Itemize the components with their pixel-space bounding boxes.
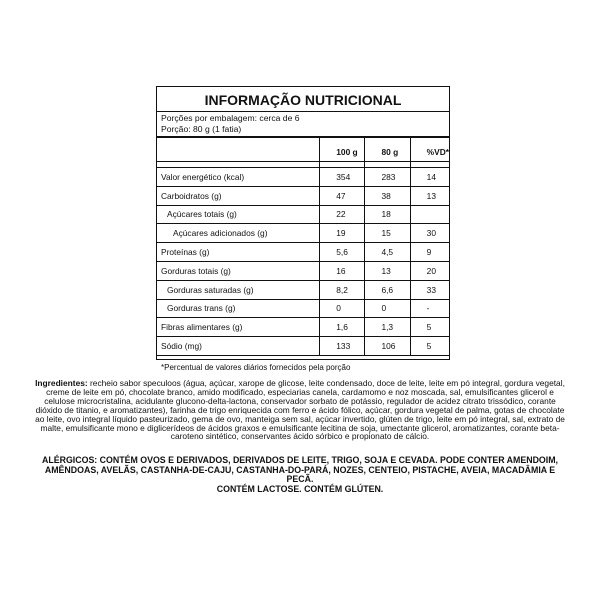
table-row	[157, 337, 449, 356]
ingredients-label: Ingredientes:	[35, 378, 88, 388]
value-100g: 8,2	[320, 280, 365, 299]
nutrient-name: Gorduras trans (g)	[157, 299, 320, 318]
value-100g: 354	[320, 168, 365, 187]
servings-per-package: Porções por embalagem: cerca de 6	[161, 113, 300, 123]
serving-size: Porção: 80 g (1 fatia)	[157, 124, 449, 137]
ingredients-list: recheio sabor speculoos (água, açúcar, xarope de glicose, leite condensado, doce de leite, leite em pó integral, gordura vegetal, creme de leite em pó, chocolate branco, amido modificado, especiarias canela, cardamomo e noz moscada, sal, emulsificantes glicerol e celulose microcristalina, acidulante glucono-delta-lactona, conservador sorbato de potássio, regulador de acidez citrato trissódico, corante dióxido de titanio, e aromatizantes), farinha de trigo enriquecida com ferro e ácido fólico, açúcar, gordura vegetal de palma, gotas de chocolate ao leite, ovo integral líquido pasteurizado, gema de ovo, manteiga sem sal, açúcar invertido, glúten de trigo, leite em pó integral, sal, extrato de malte, emulsificante mono e diglicerídeos de ácidos graxos e emulsificante lecitina de soja, umectante glicerol, aromatizantes, corante beta-caroteno sintético, conservantes ácido sórbico e propionato de cálcio.	[35, 378, 565, 442]
table-row	[157, 280, 449, 299]
lactose-gluten-statement: CONTÉM LACTOSE. CONTÉM GLÚTEN.	[216, 483, 384, 494]
value-vd: 13	[410, 186, 449, 205]
nutrient-name: Proteínas (g)	[157, 243, 320, 262]
value-80g: 0	[365, 299, 410, 318]
daily-value-footnote: *Percentual de valores diários fornecidos pela porção	[161, 362, 351, 372]
table-header-row	[157, 143, 449, 162]
value-vd: 30	[410, 224, 449, 243]
value-80g: 6,6	[365, 280, 410, 299]
value-80g: 4,5	[365, 243, 410, 262]
nutrient-name: Gorduras totais (g)	[157, 261, 320, 280]
header-vd: %VD*	[410, 143, 449, 162]
value-100g: 133	[320, 337, 365, 356]
header-100g: 100 g	[320, 143, 365, 162]
value-vd: 33	[410, 280, 449, 299]
value-vd	[410, 205, 449, 224]
allergens-statement: ALÉRGICOS: CONTÉM OVOS E DERIVADOS, DERIVADOS DE LEITE, TRIGO, SOJA E CEVADA. PODE CONTER AMENDOIM, AMÊNDOAS, AVELÃS, CASTANHA-DE-CAJU, CASTANHA-DO-PARÁ, NOZES, CENTEIO, PISTACHE, AVEIA, MACADÂMIA E PECÃ.	[42, 455, 558, 485]
nutrient-name: Sódio (mg)	[157, 337, 320, 356]
nutrient-name: Gorduras saturadas (g)	[157, 280, 320, 299]
table-row	[157, 168, 449, 187]
value-vd: 9	[410, 243, 449, 262]
table-row	[157, 186, 449, 205]
value-100g: 5,6	[320, 243, 365, 262]
value-vd: 5	[410, 337, 449, 356]
table-row	[157, 261, 449, 280]
value-vd: 20	[410, 261, 449, 280]
nutrient-name: Açúcares adicionados (g)	[157, 224, 320, 243]
nutrient-name: Açúcares totais (g)	[157, 205, 320, 224]
nutrient-name: Carboidratos (g)	[157, 186, 320, 205]
value-80g: 283	[365, 168, 410, 187]
ingredients-text	[34, 379, 566, 441]
table-row	[157, 205, 449, 224]
value-vd: 14	[410, 168, 449, 187]
table-row	[157, 243, 449, 262]
value-100g: 0	[320, 299, 365, 318]
value-100g: 47	[320, 186, 365, 205]
nutrition-table	[157, 137, 449, 356]
value-80g: 18	[365, 205, 410, 224]
table-row	[157, 299, 449, 318]
header-80g: 80 g	[365, 143, 410, 162]
value-vd: 5	[410, 318, 449, 337]
value-100g: 16	[320, 261, 365, 280]
value-80g: 1,3	[365, 318, 410, 337]
value-100g: 1,6	[320, 318, 365, 337]
table-row	[157, 224, 449, 243]
value-80g: 13	[365, 261, 410, 280]
value-80g: 15	[365, 224, 410, 243]
value-80g: 106	[365, 337, 410, 356]
allergens-block	[34, 456, 566, 494]
value-80g: 38	[365, 186, 410, 205]
table-row	[157, 318, 449, 337]
nutrition-label	[156, 86, 450, 372]
value-vd: -	[410, 299, 449, 318]
value-100g: 22	[320, 205, 365, 224]
label-title: INFORMAÇÃO NUTRICIONAL	[157, 87, 449, 112]
nutrient-name: Fibras alimentares (g)	[157, 318, 320, 337]
nutrient-name: Valor energético (kcal)	[157, 168, 320, 187]
value-100g: 19	[320, 224, 365, 243]
